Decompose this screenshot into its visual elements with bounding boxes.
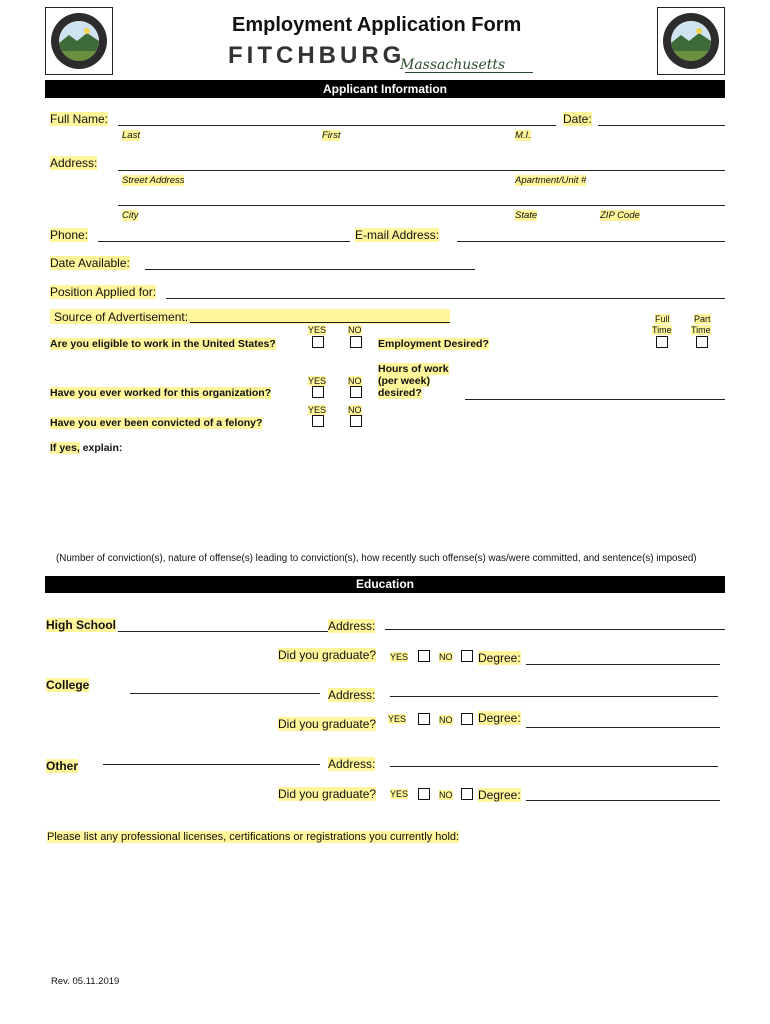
hs-no-caption: NO: [439, 652, 453, 662]
street-caption: Street Address: [122, 175, 185, 186]
worked-question: Have you ever worked for this organization?: [50, 387, 272, 399]
college-label: College: [46, 678, 90, 692]
felony-yes-checkbox[interactable]: [312, 415, 324, 427]
city-state-zip-field[interactable]: [118, 205, 725, 206]
other-address-label: Address:: [328, 757, 376, 771]
street-address-field[interactable]: [118, 170, 725, 171]
hours-label-3: desired?: [378, 387, 422, 399]
felony-no-caption: NO: [348, 405, 362, 415]
revision-date: Rev. 05.11.2019: [51, 976, 120, 987]
section-bar-education: Education: [45, 576, 725, 593]
high-school-name-field[interactable]: [118, 631, 330, 632]
full-time-caption-2: Time: [652, 325, 672, 335]
college-yes-caption: YES: [388, 714, 407, 724]
full-name-label: Full Name:: [50, 112, 109, 126]
felony-yes-caption: YES: [308, 405, 327, 415]
hours-label-2: (per week): [378, 375, 430, 387]
college-graduate-label: Did you graduate?: [278, 717, 377, 731]
felony-no-checkbox[interactable]: [350, 415, 362, 427]
conviction-note: (Number of conviction(s), nature of offense(s) leading to conviction(s), how recently such offense(s) was/were committed, and sentence(s) imposed): [56, 553, 697, 564]
college-no-checkbox[interactable]: [461, 713, 473, 725]
date-available-field[interactable]: [145, 269, 475, 270]
hours-label-1: Hours of work: [378, 363, 449, 375]
employment-desired-label: Employment Desired?: [378, 338, 489, 350]
college-address-label: Address:: [328, 688, 376, 702]
zip-caption: ZIP Code: [600, 210, 640, 221]
other-address-field[interactable]: [390, 766, 718, 767]
source-label: Source of Advertisement:: [54, 310, 189, 324]
apt-caption: Apartment/Unit #: [515, 175, 587, 186]
worked-yes-checkbox[interactable]: [312, 386, 324, 398]
part-time-caption-2: Time: [691, 325, 711, 335]
mi-caption: M.I.: [515, 130, 531, 141]
other-no-caption: NO: [439, 790, 453, 800]
other-name-field[interactable]: [103, 764, 320, 765]
college-no-caption: NO: [439, 715, 453, 725]
college-yes-checkbox[interactable]: [418, 713, 430, 725]
email-field[interactable]: [457, 241, 725, 242]
other-graduate-label: Did you graduate?: [278, 787, 377, 801]
other-degree-field[interactable]: [526, 800, 720, 801]
hs-degree-label: Degree:: [478, 651, 521, 665]
phone-field[interactable]: [98, 241, 350, 242]
address-label: Address:: [50, 156, 98, 170]
source-field[interactable]: [190, 322, 450, 323]
eligible-yes-caption: YES: [308, 325, 327, 335]
state-caption: State: [515, 210, 538, 221]
hs-yes-caption: YES: [390, 652, 409, 662]
city-seal-left: [45, 7, 113, 75]
city-wordmark: FITCHBURG: [228, 42, 406, 69]
last-caption: Last: [122, 130, 140, 141]
full-time-caption-1: Full: [655, 314, 670, 324]
eligible-no-caption: NO: [348, 325, 362, 335]
high-school-address-field[interactable]: [385, 629, 725, 630]
eligible-no-checkbox[interactable]: [350, 336, 362, 348]
felony-question: Have you ever been convicted of a felony?: [50, 417, 263, 429]
other-degree-label: Degree:: [478, 788, 521, 802]
city-caption: City: [122, 210, 139, 221]
college-address-field[interactable]: [390, 696, 718, 697]
date-available-label: Date Available:: [50, 256, 130, 270]
hours-field[interactable]: [465, 399, 725, 400]
city-seal-right: [657, 7, 725, 75]
eligible-yes-checkbox[interactable]: [312, 336, 324, 348]
if-yes-explain-label: If yes, explain:: [50, 442, 123, 454]
hs-degree-field[interactable]: [526, 664, 720, 665]
date-label: Date:: [563, 112, 592, 126]
part-time-checkbox[interactable]: [696, 336, 708, 348]
worked-no-caption: NO: [348, 376, 362, 386]
other-yes-checkbox[interactable]: [418, 788, 430, 800]
script-underline: [405, 72, 533, 73]
state-script: Massachusetts: [400, 57, 506, 73]
worked-yes-caption: YES: [308, 376, 327, 386]
high-school-graduate-label: Did you graduate?: [278, 648, 377, 662]
full-name-field[interactable]: [118, 125, 556, 126]
other-label: Other: [46, 759, 79, 773]
other-yes-caption: YES: [390, 789, 409, 799]
hs-yes-checkbox[interactable]: [418, 650, 430, 662]
hs-no-checkbox[interactable]: [461, 650, 473, 662]
part-time-caption-1: Part: [694, 314, 711, 324]
college-degree-label: Degree:: [478, 711, 521, 725]
position-field[interactable]: [166, 298, 725, 299]
other-no-checkbox[interactable]: [461, 788, 473, 800]
form-title: Employment Application Form: [232, 14, 522, 36]
position-label: Position Applied for:: [50, 285, 157, 299]
eligible-question: Are you eligible to work in the United States?: [50, 338, 276, 350]
college-name-field[interactable]: [130, 693, 320, 694]
licenses-label: Please list any professional licenses, certifications or registrations you currently hold:: [47, 831, 460, 843]
email-label: E-mail Address:: [355, 228, 440, 242]
phone-label: Phone:: [50, 228, 89, 242]
high-school-label: High School: [46, 618, 116, 632]
high-school-address-label: Address:: [328, 619, 376, 633]
college-degree-field[interactable]: [526, 727, 720, 728]
date-field[interactable]: [598, 125, 725, 126]
worked-no-checkbox[interactable]: [350, 386, 362, 398]
full-time-checkbox[interactable]: [656, 336, 668, 348]
section-bar-applicant: Applicant Information: [45, 80, 725, 98]
first-caption: First: [322, 130, 341, 141]
